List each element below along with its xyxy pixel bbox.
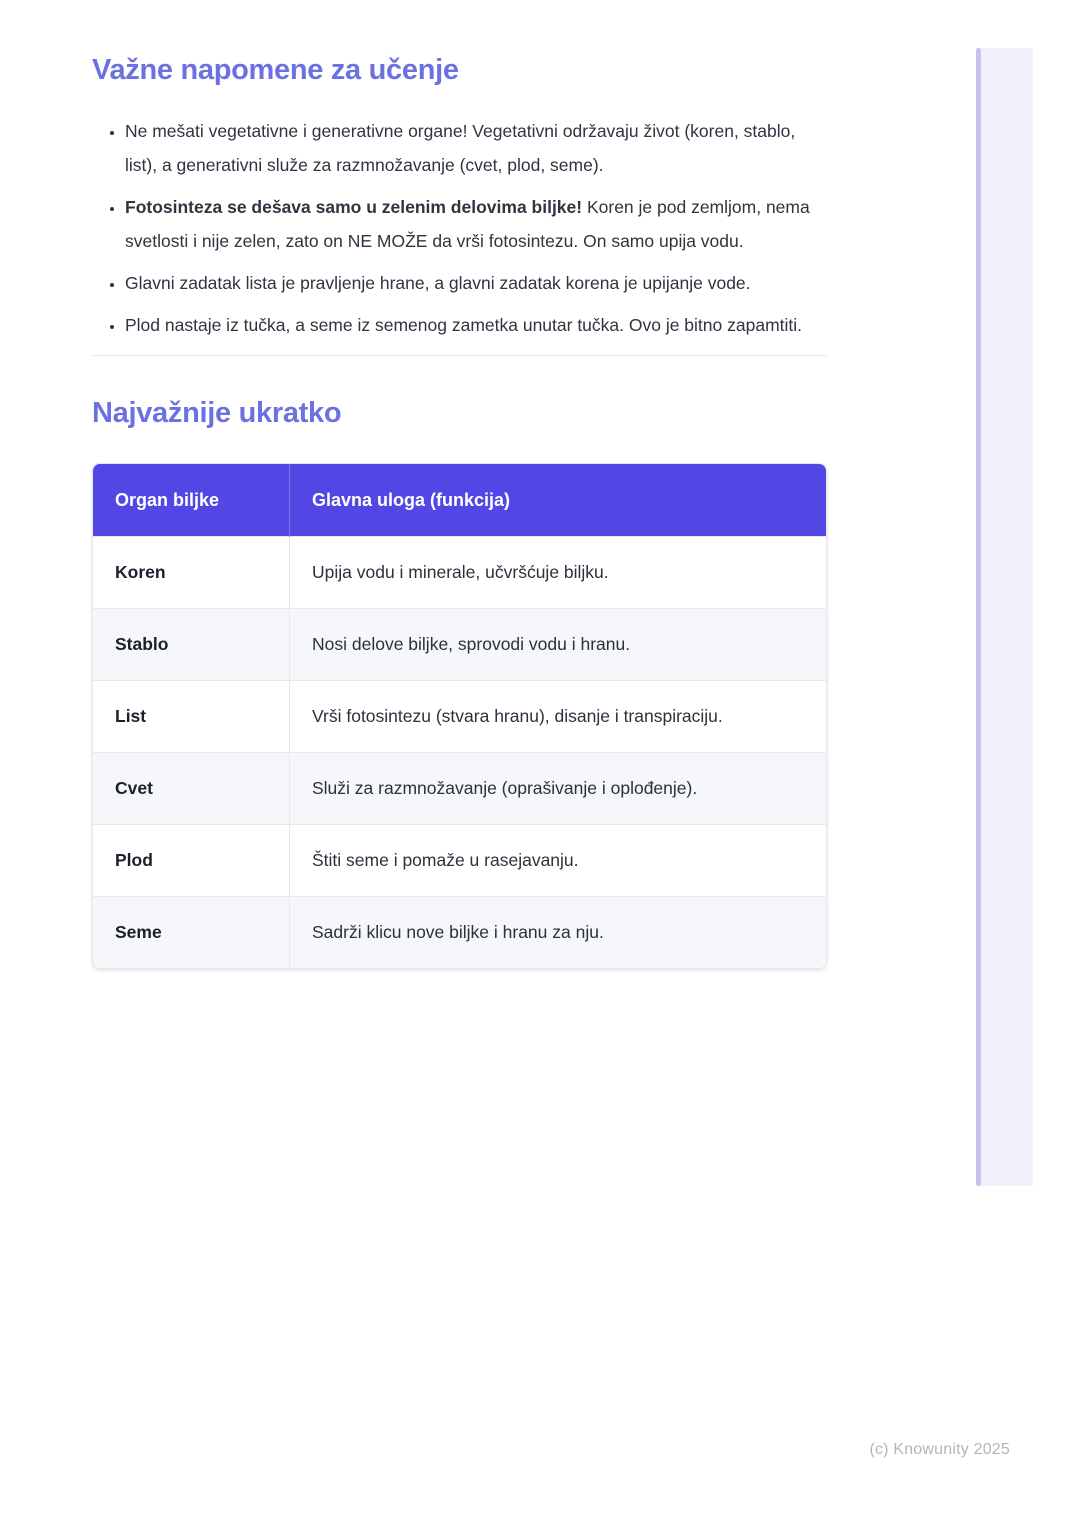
list-item	[125, 308, 827, 342]
table-header-organ: Organ biljke	[93, 464, 290, 537]
list-item-text: Koren je pod zemljom, nema svetlosti i nije zelen, zato on NE MOŽE da vrši fotosintezu. On samo upija vodu.	[125, 197, 810, 251]
table-cell-organ: Koren	[93, 537, 290, 609]
table-header-funkcija: Glavna uloga (funkcija)	[290, 464, 827, 537]
list-item	[125, 114, 827, 182]
table-cell-funkcija: Nosi delove biljke, sprovodi vodu i hranu.	[290, 609, 827, 681]
table-row	[93, 609, 826, 681]
table-row	[93, 681, 826, 753]
list-item	[125, 266, 827, 300]
document-content	[92, 0, 827, 969]
table-row	[93, 537, 826, 609]
table-cell-funkcija: Vrši fotosintezu (stvara hranu), disanje i transpiraciju.	[290, 681, 827, 753]
list-item-text: Glavni zadatak lista je pravljenje hrane, a glavni zadatak korena je upijanje vode.	[125, 273, 751, 293]
page-edge-line	[976, 48, 981, 1186]
table-cell-organ: Stablo	[93, 609, 290, 681]
section-title-vazne-napomene: Važne napomene za učenje	[92, 54, 459, 86]
table-cell-organ: List	[93, 681, 290, 753]
list-item-text: Ne mešati vegetativne i generativne organe! Vegetativni održavaju život (koren, stablo, list), a generativni služe za razmnožavanje (cvet, plod, seme).	[125, 121, 796, 175]
table-cell-organ: Cvet	[93, 753, 290, 825]
table-header-row	[93, 464, 826, 537]
table-cell-funkcija: Sadrži klicu nove biljke i hranu za nju.	[290, 897, 827, 969]
table-cell-funkcija: Služi za razmnožavanje (oprašivanje i oplođenje).	[290, 753, 827, 825]
plant-organs-table	[93, 464, 826, 968]
list-item-text: Plod nastaje iz tučka, a seme iz semenog zametka unutar tučka. Ovo je bitno zapamtiti.	[125, 315, 803, 335]
section-divider	[92, 355, 827, 356]
section-title-najvaznije-ukratko: Najvažnije ukratko	[92, 397, 342, 429]
table-row	[93, 825, 826, 897]
list-item-bold-text: Fotosinteza se dešava samo u zelenim delovima biljke!	[125, 197, 583, 217]
table-cell-organ: Seme	[93, 897, 290, 969]
summary-table-container	[92, 463, 827, 969]
table-row	[93, 897, 826, 969]
study-notes-list	[92, 114, 827, 342]
table-row	[93, 753, 826, 825]
table-cell-organ: Plod	[93, 825, 290, 897]
adjacent-page-preview	[976, 48, 1033, 1186]
table-cell-funkcija: Štiti seme i pomaže u rasejavanju.	[290, 825, 827, 897]
table-cell-funkcija: Upija vodu i minerale, učvršćuje biljku.	[290, 537, 827, 609]
list-item	[125, 190, 827, 258]
copyright-text: (c) Knowunity 2025	[869, 1441, 1010, 1458]
